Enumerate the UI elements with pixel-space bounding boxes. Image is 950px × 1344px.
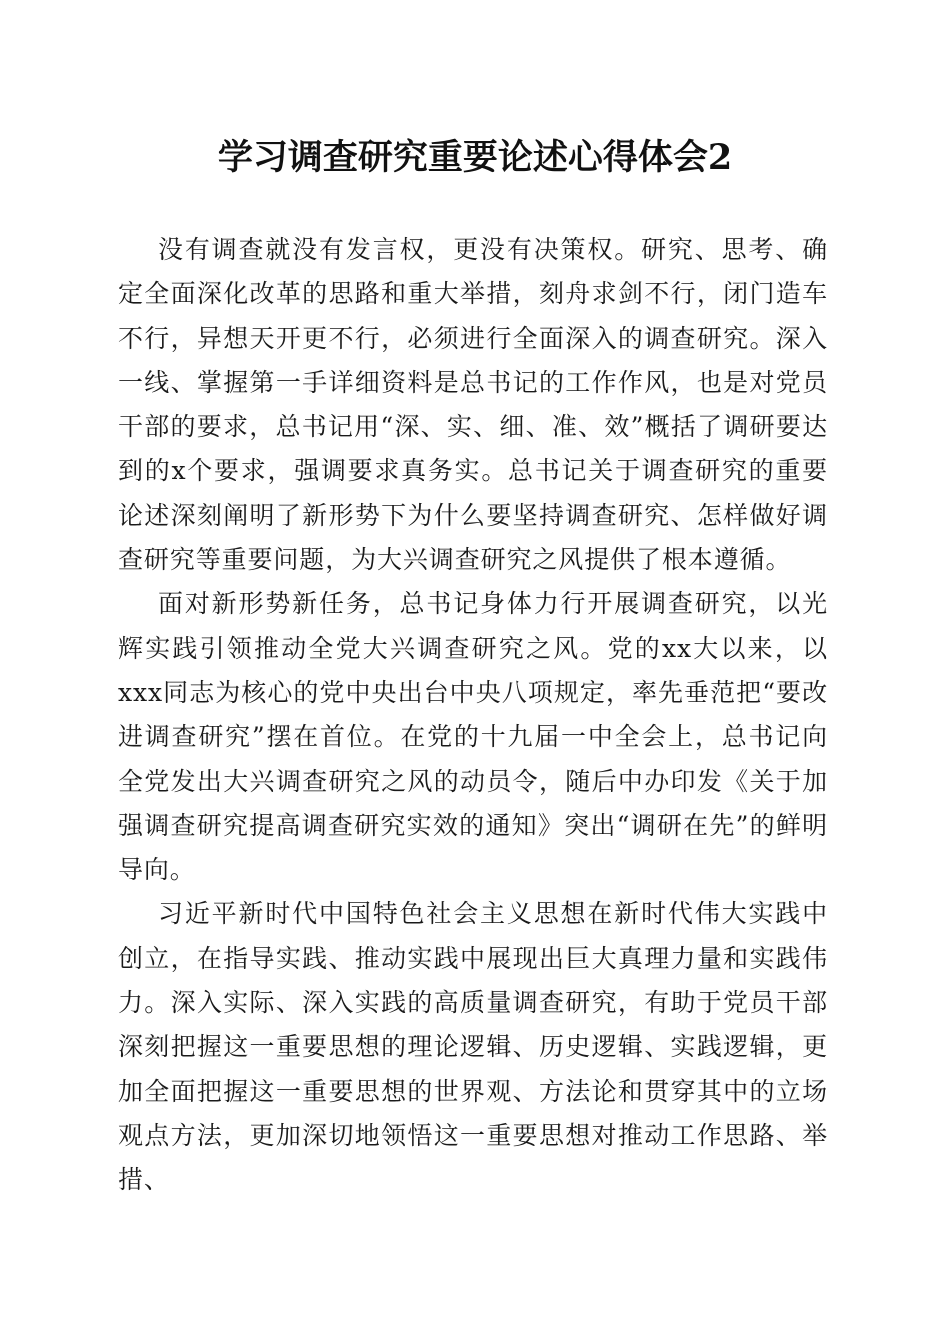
paragraph: 没有调查就没有发言权，更没有决策权。研究、思考、确定全面深化改革的思路和重大举措，刻舟求剑不行，闭门造车不行，异想天开更不行，必须进行全面深入的调查研究。深入一线、掌握第一手详细资料是总书记的工作作风，也是对党员干部的要求，总书记用“深、实、细、准、效”概括了调研要达到的x个要求，强调要求真务实。总书记关于调查研究的重要论述深刻阐明了新形势下为什么要坚持调查研究、怎样做好调查研究等重要问题，为大兴调查研究之风提供了根本遵循。 <box>118 235 828 575</box>
document-body <box>118 228 828 1203</box>
document-title: 学习调查研究重要论述心得体会2 <box>217 137 733 178</box>
paragraph: 习近平新时代中国特色社会主义思想在新时代伟大实践中创立，在指导实践、推动实践中展现出巨大真理力量和实践伟力。深入实际、深入实践的高质量调查研究，有助于党员干部深刻把握这一重要思想的理论逻辑、历史逻辑、实践逻辑，更加全面把握这一重要思想的世界观、方法论和贯穿其中的立场观点方法，更加深切地领悟这一重要思想对推动工作思路、举措、 <box>118 899 828 1195</box>
paragraph: 面对新形势新任务，总书记身体力行开展调查研究，以光辉实践引领推动全党大兴调查研究之风。党的xx大以来，以xxx同志为核心的党中央出台中央八项规定，率先垂范把“要改进调查研究”摆在首位。在党的十九届一中全会上，总书记向全党发出大兴调查研究之风的动员令，随后中办印发《关于加强调查研究提高调查研究实效的通知》突出“调研在先”的鲜明导向。 <box>118 589 828 885</box>
